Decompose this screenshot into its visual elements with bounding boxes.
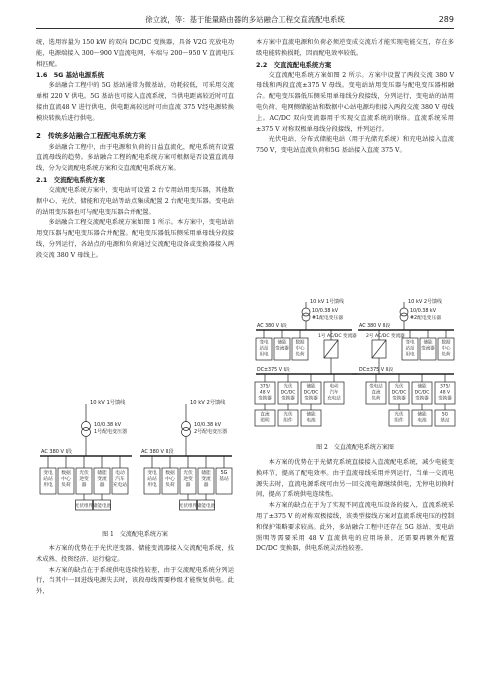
fig1-equipment-label: 器 [99,483,105,489]
running-header [36,14,454,29]
fig2-ac-equipment-label: 变流器 [275,346,289,352]
fig1-equipment-label: 变电 [147,470,157,476]
fig2-dc-equipment-label: 48 V [259,390,271,396]
section-heading-2-2: 2.2 交直流配电系统方案 [256,60,332,69]
fig2-ac-equipment-label: 中心 [441,346,451,352]
fig2-ac-bus2-label: AC 380 V II段 [359,324,391,329]
right-column [256,38,454,157]
fig2-dc-equipment-label: 变换器 [392,396,406,402]
fig2-dc-equipment-label: DC/DC [303,390,319,396]
paragraph: 多站融合工程中的 5G 基站通常为微基站，功耗较低，可采用交流单相 220 V 供电。5G 基站也可接入直流系统，当供电距离较近时可直接由直流48 V 进行供电，供电距离较远时可由直流 375 V经电源转换模块转换后进行供电。 [36,82,234,122]
fig2-dc-equipment-label: 375/ [439,384,451,390]
fig2-ac-equipment-label: 中心 [295,346,305,352]
fig2-ac-equipment-label: 用电 [259,352,269,358]
fig2-dc-equipment-label: DC/DC [414,390,430,396]
fig2-tx2-name: #2配电变压器 [410,316,442,321]
paragraph: 多站融合工程交流配电系统方案如图 1 所示。本方案中，变电站站用变压器与配电变压器合并配置。配电变压器低压侧采用单母线分段接线，分列运行，各站点的电源和负荷通过交流配电设备或变换器接入两段交流 380 V 母线上。 [36,219,234,259]
paragraph: 本方案的优势在于光储充系统直接接入直流配电系统，减少电能变换环节，提高了配电效率。由于直流母线采用并列运行，当单一交流电源失去时，直流电源系统可由另一回交流电源继续供电，无停电切换时间，提高了系统供电连续性。 [256,459,454,499]
fig2-dc-equipment-label: 光伏 [283,384,293,390]
fig2-source-label: 基站 [440,418,450,424]
fig2-dc-equipment-label: 直流 [371,390,381,396]
fig1-source-label: 储能电池 [196,504,216,509]
fig1-equipment-label: 5G [220,470,228,476]
fig2-dc-equipment-label: 光伏 [394,384,404,390]
fig1-equipment-label: 充电站 [112,483,128,489]
fig2-dc-equipment-label: 充电站 [327,396,341,402]
fig2-ac-equipment-label: 变电 [405,340,415,346]
fig2-source-label: 照明 [260,418,270,424]
fig1-equipment-label: 光伏 [183,470,193,476]
fig1-equipment-label: 站站 [147,477,157,482]
fig1-equipment-label: 器 [185,483,191,489]
fig1-equipment-label: 逆变 [79,477,89,482]
fig1-equipment-label: 中心 [165,477,175,482]
fig1-equipment-label: 负荷 [61,483,71,489]
fig2-source-label: 光伏 [394,412,404,418]
section-heading-2-1: 2.1 交流配电系统方案 [36,175,105,184]
fig1-tx2-name: 2号配电变压器 [194,429,228,435]
fig2-source-label: 组件 [283,418,293,424]
fig1-equipment-label: 电动 [115,470,125,476]
section-heading-2: 2 传统多站融合工程配电系统方案 [36,131,146,140]
fig2-tx1-rating: 10/0.38 kV [312,309,338,314]
fig1-equipment-label: 变流 [97,477,107,482]
fig2-ac-equipment-label: 用电 [405,352,415,358]
fig1-source-label: 光伏组件 [74,504,94,509]
fig2-dc-bus1-label: DC±375 V I段 [257,368,290,373]
fig1-feeder2-label: 10 kV 2号馈线 [190,400,226,406]
fig2-dc-equipment-label: 变换器 [415,396,429,402]
fig1-equipment-label: 储能 [97,470,107,476]
fig1-equipment-label: 用电 [43,483,53,489]
fig1-source-label: 储能电池 [92,504,112,509]
fig1-bus2-label: AC 380 V II段 [141,449,174,455]
fig2-ac-equipment-label: 站站 [405,346,415,352]
fig2-dc-equipment-label: 48 V [439,390,451,396]
fig2-source-label: 组件 [394,418,404,424]
fig2-dc-equipment-label: 负荷 [371,396,381,402]
fig2-source-label: 电池 [417,418,427,424]
paragraph: 本方案的缺点在于为了实现不同直流电压设备的接入，直流系统采用了±375 V 的对称双极接线，该类型接线方案对直流系统电压的控制和保护策略要求较高。此外，多站融合工程中还存在 5G 基站、变电站照明等需要采用 48 V 直流供电的应用场景，还需要再额外配置 DC/DC 变换器，供电系统灵活性较差。 [256,502,454,553]
fig2-tx1-name: #1配电变压器 [312,316,344,321]
fig2-ac-equipment-label: 数据 [441,340,451,346]
fig2-dc-equipment-label: 变电站 [369,384,383,390]
fig1-equipment-label: 变流 [201,477,211,482]
fig2-feeder1-label: 10 kV 1号馈线 [310,299,345,305]
figure-1-diagram [36,396,236,528]
fig1-bus1-label: AC 380 V I段 [41,449,73,455]
fig1-tx1-rating: 10/0.38 kV [94,422,122,428]
fig1-source-label: 光伏组件 [178,504,198,509]
fig1-equipment-label: 储能 [201,470,211,476]
fig2-source-label: 直流 [260,412,270,418]
fig1-equipment-label: 站站 [43,477,53,482]
fig2-dc-equipment-label: 电动 [329,384,339,390]
paragraph: 统，选用容量为 150 kW 的双向 DC/DC 变换器，具备 V2G 充放电功能，电源端接入 300～900 V直流电网，车端与 200～950 V 直流电压相匹配。 [36,39,234,68]
figure-2-caption: 图 2 交直流配电系统方案图 [316,444,394,451]
fig2-tx2-rating: 10/0.38 kV [410,309,436,314]
fig2-ac-equipment-label: 负荷 [441,352,451,358]
fig2-ac-equipment-label: 储能 [277,340,287,346]
fig2-source-label: 电池 [306,418,316,424]
fig2-acdc1-label: 1号 AC/DC 变流器 [318,334,357,339]
fig2-ac-bus1-label: AC 380 V I段 [257,324,287,329]
fig2-ac-equipment-label: 变流器 [421,346,435,352]
fig2-source-label: 5G [441,412,449,418]
fig2-source-label: 储能 [417,412,427,418]
paragraph: 本方案的优势在于光伏逆变器、储能变流器接入交流配电系统，技术成熟、投资经济、运行稳定。 [36,545,234,563]
fig2-source-label: 储能 [306,412,316,418]
fig2-dc-equipment-label: 储能 [417,384,427,390]
paragraph: 多站融合工程中，由于电源和负荷的日益直流化，配电系统有设置直流母线的趋势。多站融合工程的配电系统方案可根据是否设置直流母线，分为交流配电系统方案和交直流配电系统方案。 [36,143,234,173]
fig2-dc-equipment-label: 375/ [259,384,271,390]
fig1-equipment-label: 数据 [61,470,71,476]
running-title: 徐立波，等：基于能量路由器的多站融合工程交直流配电系统 [145,15,345,24]
fig2-source-label: 光伏 [283,412,293,418]
section-heading-1-6: 1.6 5G 基站电源系统 [36,71,104,80]
fig2-acdc2-label: 2号 AC/DC 变流器 [366,334,405,339]
fig1-equipment-label: 负荷 [165,483,175,489]
figure-1-caption: 图 1 交流配电系统方案 [102,531,168,538]
fig2-ac-equipment-label: 站站 [259,346,269,352]
fig2-dc-equipment-label: 变换器 [304,396,318,402]
fig1-equipment-label: 中心 [61,477,71,482]
right-column-lower [256,458,454,555]
fig2-dc-bus2-label: DC±375 V II段 [359,368,394,373]
fig1-equipment-label: 变电 [43,470,53,476]
fig2-dc-equipment-label: 汽车 [329,390,339,396]
fig2-dc-equipment-label: DC/DC [280,390,296,396]
fig2-ac-equipment-label: 变电 [259,340,269,346]
fig1-tx2-rating: 10/0.38 kV [194,422,222,428]
fig2-dc-equipment-label: DC/DC [391,390,407,396]
fig1-equipment-label: 逆变 [183,477,193,482]
fig1-equipment-label: 器 [81,483,87,489]
paragraph: 交流配电系统方案中，变电站可设置 2 台专用站用变压器，其他数据中心、光伏、储能和充电站等站点集成配置 2 台配电变压器。变电站的站用变压器也可与配电变压器合并配置。 [36,186,234,216]
fig1-equipment-label: 光伏 [79,470,89,476]
fig2-ac-equipment-label: 负荷 [295,352,305,358]
fig1-feeder1-label: 10 kV 1号馈线 [90,400,126,406]
paragraph: 本方案的缺点在于系统供电连续性较差，由于交流配电系统分列运行，当其中一回进线电源失去时，该段母线需要秒级才能恢复供电。此外， [36,566,234,596]
fig2-dc-equipment-label: 变换器 [258,396,272,402]
paragraph: 光伏电站、分布式储能电站（用于光储充系统）和充电站接入直流 750 V，变电站直流负荷和5G 基站接入直流 375 V。 [256,136,454,155]
page-number: 289 [438,15,454,24]
left-column-lower [36,544,234,598]
fig1-equipment-label: 数据 [165,470,175,476]
fig2-dc-equipment-label: 变换器 [281,396,295,402]
fig1-tx1-name: 1号配电变压器 [94,429,128,435]
paragraph: 本方案中直流电源和负荷必须逆变成交流后才能实现电能交互，存在多级电能转换损耗，因而配电效率较低。 [256,39,454,57]
fig1-equipment-label: 基站 [219,477,229,482]
left-column [36,38,234,262]
paragraph: 交直流配电系统方案如图 2 所示。方案中设置了两段交流 380 V 母线和两段直流±375 V 母线。变电站站用变压器与配电变压器相融合。配电变压器低压侧采用单母线分段接线，分列运行，变电站的站用电负荷、电网侧储能站和数据中心站电源均衔接入两段交流 380 V 母线上。AC/DC 双向变流器用于实现交直流系统的联络。直流系统采用±375 V 对称双极单母线分段接线，并列运行。 [256,71,454,133]
fig1-equipment-label: 用电 [147,483,157,489]
fig2-dc-equipment-label: 变换器 [438,396,452,402]
figure-2-diagram [254,296,456,440]
fig1-equipment-label: 器 [203,483,209,489]
fig2-ac-equipment-label: 储能 [423,340,433,346]
fig1-equipment-label: 汽车 [115,477,125,482]
fig2-dc-equipment-label: 储能 [306,384,316,390]
fig2-feeder2-label: 10 kV 2号馈线 [408,299,443,305]
fig2-ac-equipment-label: 数据 [295,340,305,346]
